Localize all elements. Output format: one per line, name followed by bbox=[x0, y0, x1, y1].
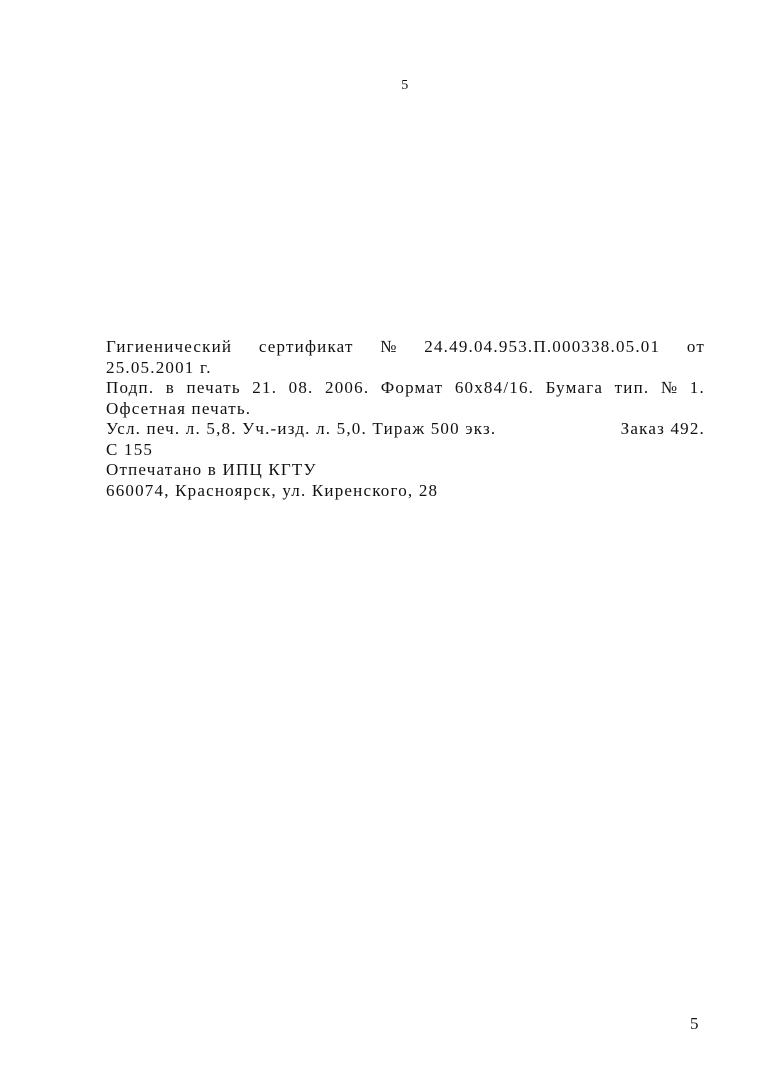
signed-word: Подп. bbox=[106, 378, 155, 397]
series-code: С 155 bbox=[106, 439, 154, 459]
certificate-date: 25.05.2001 г. bbox=[106, 357, 212, 377]
top-page-number: 5 bbox=[401, 78, 409, 93]
signed-year: 2006. bbox=[325, 378, 370, 397]
certificate-number: 24.49.04.953.П.000338.05.01 bbox=[424, 337, 661, 356]
certificate-word: сертификат bbox=[258, 337, 354, 356]
print-type: Офсетная печать. bbox=[106, 398, 252, 418]
bottom-page-number: 5 bbox=[690, 1014, 699, 1033]
certificate-line bbox=[106, 337, 705, 358]
format-label: Формат bbox=[380, 378, 444, 397]
format-value: 60x84/16. bbox=[454, 378, 535, 397]
signed-month: 08. bbox=[288, 378, 314, 397]
printer-address: 660074, Красноярск, ул. Киренского, 28 bbox=[106, 480, 439, 500]
printed-at: Отпечатано в ИПЦ КГТУ bbox=[106, 460, 317, 479]
imprint-block bbox=[106, 337, 705, 501]
signed-day: 21. bbox=[252, 378, 278, 397]
sheets-line bbox=[106, 419, 705, 440]
paper-label: Бумага bbox=[545, 378, 604, 397]
print-word: печать bbox=[186, 378, 241, 397]
paper-number: 1. bbox=[689, 378, 705, 397]
sheets-and-run: Усл. печ. л. 5,8. Уч.-изд. л. 5,0. Тираж 500 экз. bbox=[106, 419, 497, 438]
print-details-line bbox=[106, 378, 705, 399]
in-word: в bbox=[165, 378, 176, 397]
certificate-number-sign: № bbox=[380, 337, 398, 356]
certificate-label: Гигиенический bbox=[106, 337, 233, 356]
order-number: Заказ 492. bbox=[620, 419, 705, 438]
certificate-from: от bbox=[686, 337, 705, 356]
paper-type: тип. bbox=[614, 378, 650, 397]
paper-number-sign: № bbox=[660, 378, 679, 397]
